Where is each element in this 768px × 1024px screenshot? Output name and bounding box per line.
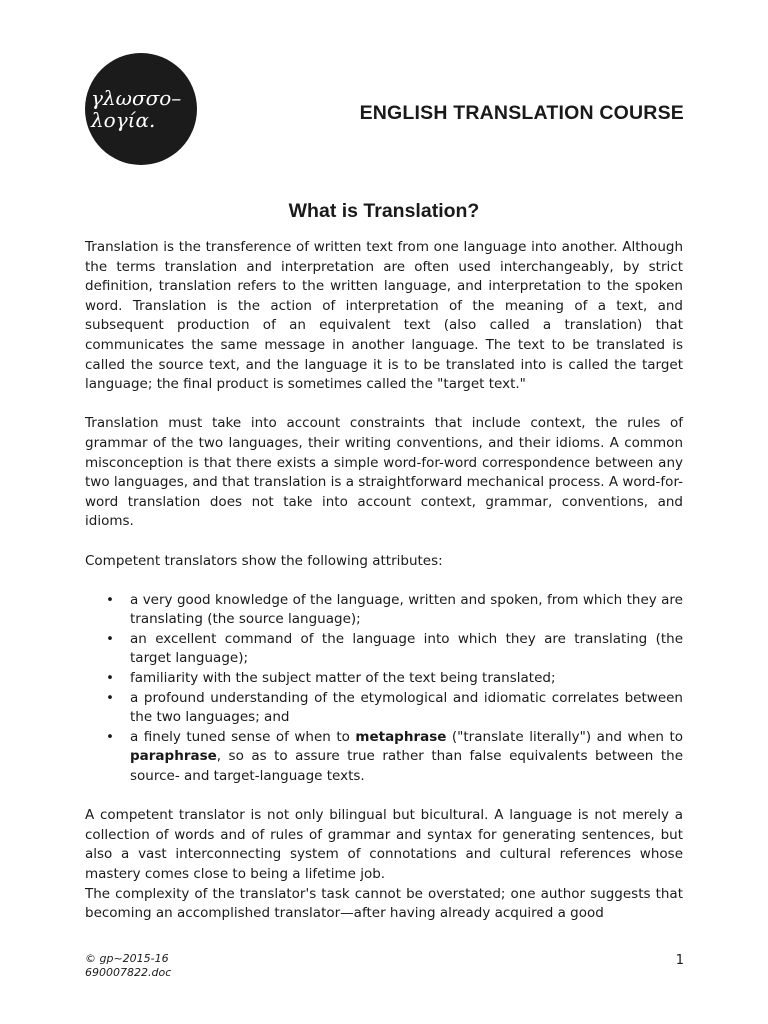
filename-text: 690007822.doc [85, 966, 172, 979]
list-item-text: a profound understanding of the etymological and idiomatic correlates between the two languages; and [130, 689, 683, 726]
list-item [106, 630, 683, 669]
paragraph-bicultural: A competent translator is not only bilingual but bicultural. A language is not merely a collection of words and of rules of grammar and syntax for generating sentences, but also a vast interconnecting system of connotations and cultural references whose mastery comes close to being a lifetime job. [85, 807, 683, 882]
bullet: • [106, 728, 114, 745]
logo [85, 53, 197, 165]
section-title: What is Translation? [288, 200, 480, 222]
paragraph-attributes-intro: Competent translators show the following attributes: [85, 552, 443, 569]
list-item [106, 669, 683, 689]
document-body [85, 238, 683, 924]
paragraph-complexity: The complexity of the translator's task cannot be overstated; one author suggests that becoming an accomplished translator—after having already acquired a good [85, 885, 683, 922]
list-item [106, 689, 683, 728]
attributes-list [85, 591, 683, 787]
bullet: • [106, 689, 114, 706]
term-paraphrase: paraphrase [130, 748, 217, 765]
copyright-text: © gp~2015-16 [85, 952, 169, 965]
list-item-text: familiarity with the subject matter of the text being translated; [130, 670, 556, 687]
list-item-text: ("translate literally") and when to [446, 728, 683, 745]
list-item [106, 591, 683, 630]
logo-line-1: γλωσσο– [91, 86, 182, 110]
list-item-text: , so as to assure true rather than false equivalents between the source- and target-language texts. [130, 748, 683, 785]
paragraph-definition: Translation is the transference of written text from one language into another. Although the terms translation and interpretation are often used interchangeably, by strict definition, translation refers to the written language, and interpretation to the spoken word. Translation is the action of interpretation of the meaning of a text, and subsequent production of an equivalent text (also called a translation) that communicates the same message in another language. The text to be translated is called the source text, and the language it is to be translated into is called the target language; the final product is sometimes called the "target text." [85, 239, 683, 393]
list-item-text: a very good knowledge of the language, written and spoken, from which they are translating (the source language); [130, 591, 683, 628]
course-title: ENGLISH TRANSLATION COURSE [359, 102, 684, 124]
logo-line-2: λογία. [91, 108, 156, 132]
bullet: • [106, 591, 114, 608]
term-metaphrase: metaphrase [355, 728, 447, 745]
list-item-text: an excellent command of the language into which they are translating (the target language); [130, 630, 683, 667]
footer-meta [85, 952, 171, 980]
list-item-text: a finely tuned sense of when to [130, 728, 356, 745]
bullet: • [106, 630, 114, 647]
bullet: • [106, 670, 114, 687]
list-item [106, 728, 683, 787]
page-number: 1 [675, 953, 684, 968]
paragraph-constraints: Translation must take into account constraints that include context, the rules of grammar of the two languages, their writing conventions, and their idioms. A common misconception is that there exists a simple word-for-word correspondence between any two languages, and that translation is a straightforward mechanical process. A word-for-word translation does not take into account context, grammar, conventions, and idioms. [85, 415, 684, 530]
